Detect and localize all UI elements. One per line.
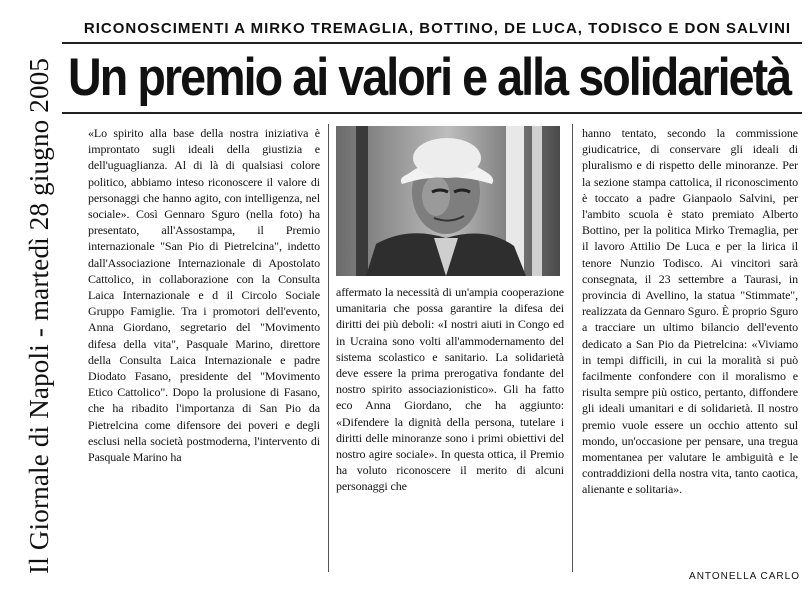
portrait-photo-illustration xyxy=(336,126,560,276)
article-headline: Un premio ai valori e alla solidarietà xyxy=(68,48,791,107)
article-column-2 xyxy=(336,284,564,495)
newspaper-source-label: Il Giornale di Napoli - martedì 28 giugno 2005 xyxy=(24,57,54,574)
kicker-rule xyxy=(62,42,802,44)
column-3-text: hanno tentato, secondo la commissione giudicatrice, di conservare gli ideali di pluralismo e di rispetto delle minoranze. Per la sezione stampa cattolica, il riconoscimento è toccato a padre Gianpaolo Salvini, per l'ambito scuola è stato premiato Alberto Bottino, per la politica Mirko Tremaglia, per il lavoro Attilio De Luca e per la lirica il tenore Nunzio Todisco. Ai vincitori sarà consegnata, il 23 settembre a Taurasi, in provincia di Avellino, la statua "Stimmate", realizzata da Gennaro Sguro. È proprio Sguro a tracciare un ultimo bilancio dell'evento dedicato a San Pio da Pietrelcina: «Viviamo in tempi difficili, in cui la moralità si può facilmente confondere con il moralismo e risulta sempre più ostico, pertanto, diffondere gli ideali umanitari e di solidarietà. Il nostro premio vuole essere un occhio attento sul mondo, un'occasione per pensare, una tregua momentanea per valutare le ambiguità e le contraddizioni della nostra vita, tanto caotica, alienante e solitaria». xyxy=(582,126,798,497)
article-byline: ANTONELLA CARLO xyxy=(689,571,800,582)
article-column-1 xyxy=(88,125,320,465)
portrait-photo xyxy=(336,126,560,276)
column-divider xyxy=(572,124,573,572)
newspaper-source-margin xyxy=(0,0,52,596)
headline-rule xyxy=(62,112,802,114)
article-kicker: RICONOSCIMENTI A MIRKO TREMAGLIA, BOTTINO, DE LUCA, TODISCO E DON SALVINI xyxy=(83,20,792,37)
column-divider xyxy=(328,124,329,572)
column-2-text: affermato la necessità di un'ampia cooperazione umanitaria che possa garantire la difesa dei diritti dei più deboli: «I nostri aiuti in Congo ed in Ucraina sono volti all'ammodernamento del sistema scolastico e sanitario. La solidarietà deve essere la prima prerogativa fondante del nostro spirito associazionistico». Gli ha fatto eco Anna Giordano, che ha aggiunto: «Difendere la dignità della persona, tutelare i diritti delle minoranze sono i primi obiettivi del nostro agire sociale». In questa ottica, il Premio ha voluto riconoscere il merito di alcuni personaggi che xyxy=(336,285,564,494)
article-column-3 xyxy=(582,125,798,498)
column-1-text: «Lo spirito alla base della nostra iniziativa è improntato sugli ideali della giustizia e dell'uguaglianza. Al di là di qualsiasi colore politico, abbiamo inteso riconoscere il valore di personaggi che hanno agito, con intelligenza, nel sociale». Così Gennaro Sguro (nella foto) ha presentato, all'Assostampa, il Premio internazionale "San Pio di Pietrelcina", indetto dall'Associazione Internazionale di Apostolato Cattolico, in collaborazione con la Consulta Laica Internazionale e d il Circolo Sociale Gruppo Famiglie. Tra i promotori dell'evento, Anna Giordano, segretario del "Movimento difesa della vita", Pasquale Marino, direttore della Consulta Laica Internazionale e padre Diodato Fasano, presidente del "Movimento Etico Cattolico". Dopo la prolusione di Fasano, che ha ribadito l'importanza di San Pio da Pietrelcina come difensore dei poveri e degli esclusi nella società postmoderna, l'intervento di Pasquale Marino ha xyxy=(88,126,320,465)
